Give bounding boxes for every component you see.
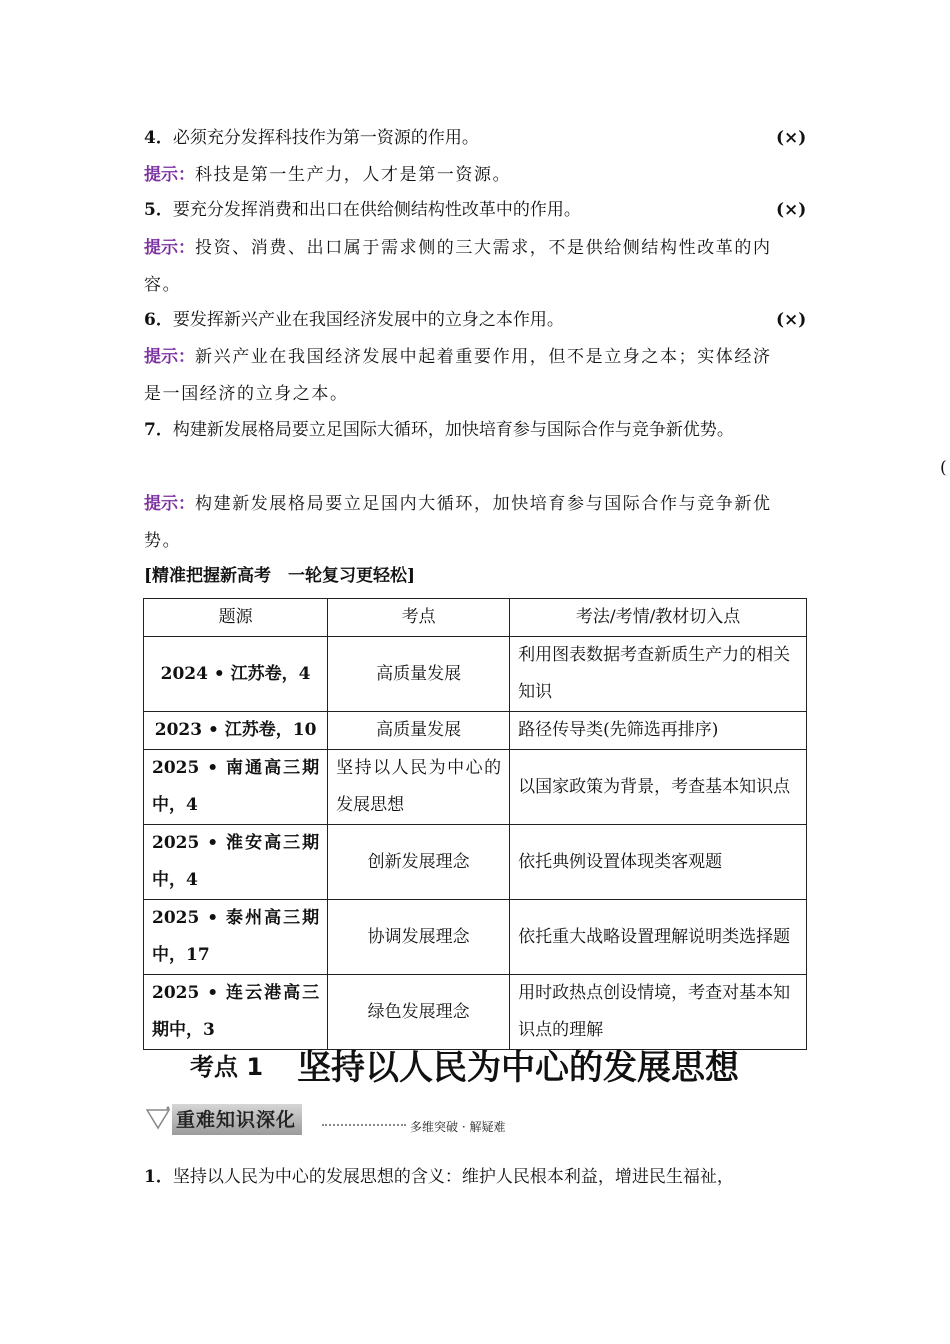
judgement-mark: (×)	[776, 310, 807, 330]
hint-text: 投资、消费、出口属于需求侧的三大需求，不是供给侧结构性改革的内	[195, 238, 772, 258]
statement-number: 6．	[144, 310, 173, 330]
table-row	[144, 900, 807, 975]
hint-5-continued: 容。	[144, 275, 182, 295]
cell-source: 2025 • 连云港高三期中，3	[144, 975, 328, 1050]
header-method: 考法/考情/教材切入点	[510, 599, 807, 637]
statement-number: 5．	[144, 200, 173, 220]
cell-source: 2023 • 江苏卷，10	[144, 712, 328, 750]
triangle-icon	[146, 1106, 172, 1130]
statement-number: 4．	[144, 128, 173, 148]
hint-label: 提示：	[144, 347, 195, 367]
statement-text: 要充分发挥消费和出口在供给侧结构性改革中的作用。	[172, 200, 581, 220]
cell-source: 2025 • 南通高三期中，4	[144, 750, 328, 825]
table-header-row	[144, 599, 807, 637]
cell-source: 2024 • 江苏卷，4	[144, 637, 328, 712]
cell-point: 创新发展理念	[328, 825, 510, 900]
header-point: 考点	[328, 599, 510, 637]
cell-method: 利用图表数据考查新质生产力的相关知识	[510, 637, 807, 712]
hint-6	[144, 347, 772, 367]
section-heading	[190, 1040, 739, 1089]
hint-7-continued: 势。	[144, 531, 182, 551]
hint-text: 新兴产业在我国经济发展中起着重要作用，但不是立身之本；实体经济	[195, 347, 772, 367]
table-row	[144, 825, 807, 900]
cell-method: 用时政热点创设情境，考查对基本知识点的理解	[510, 975, 807, 1050]
section-label: 考点 1	[190, 1053, 264, 1081]
hint-label: 提示：	[144, 165, 195, 185]
point-number: 1．	[144, 1167, 173, 1187]
section-bracket-title: [精准把握新高考 一轮复习更轻松]	[144, 566, 416, 586]
judgement-mark: (	[940, 458, 947, 478]
banner-divider	[322, 1124, 406, 1126]
cell-source: 2025 • 淮安高三期中，4	[144, 825, 328, 900]
exam-source-table	[143, 598, 807, 1050]
judgement-mark: (×)	[776, 200, 807, 220]
judgement-mark: (×)	[776, 128, 807, 148]
knowledge-banner	[144, 1098, 544, 1138]
cell-source: 2025 • 泰州高三期中，17	[144, 900, 328, 975]
hint-label: 提示：	[144, 494, 195, 514]
hint-7	[144, 494, 772, 514]
cell-method: 路径传导类(先筛选再排序)	[510, 712, 807, 750]
hint-text: 构建新发展格局要立足国内大循环，加快培育参与国际合作与竞争新优	[195, 494, 772, 514]
table-row	[144, 975, 807, 1050]
cell-method: 依托典例设置体现类客观题	[510, 825, 807, 900]
statement-6	[144, 310, 564, 330]
table-row	[144, 750, 807, 825]
statement-5	[144, 200, 581, 220]
hint-text: 科技是第一生产力，人才是第一资源。	[195, 165, 512, 185]
cell-point: 协调发展理念	[328, 900, 510, 975]
point-text: 坚持以人民为中心的发展思想的含义：维护人民根本利益，增进民生福祉，	[172, 1167, 734, 1187]
cell-point: 坚持以人民为中心的发展思想	[328, 750, 510, 825]
statement-7	[144, 420, 734, 440]
cell-point: 高质量发展	[328, 637, 510, 712]
statement-4	[144, 128, 479, 148]
banner-subtitle: 多维突破 · 解疑难	[410, 1120, 506, 1134]
table-row	[144, 637, 807, 712]
section-title: 坚持以人民为中心的发展思想	[297, 1048, 740, 1088]
cell-point: 绿色发展理念	[328, 975, 510, 1050]
banner-title: 重难知识深化	[172, 1104, 302, 1135]
hint-6-continued: 是一国经济的立身之本。	[144, 384, 349, 404]
statement-number: 7．	[144, 420, 173, 440]
table-row	[144, 712, 807, 750]
statement-text: 必须充分发挥科技作为第一资源的作用。	[172, 128, 479, 148]
statement-text: 构建新发展格局要立足国际大循环，加快培育参与国际合作与竞争新优势。	[172, 420, 734, 440]
hint-4	[144, 165, 511, 185]
cell-method: 以国家政策为背景，考查基本知识点	[510, 750, 807, 825]
cell-point: 高质量发展	[328, 712, 510, 750]
header-source: 题源	[144, 599, 328, 637]
cell-method: 依托重大战略设置理解说明类选择题	[510, 900, 807, 975]
hint-5	[144, 238, 772, 258]
content-point-1	[144, 1167, 734, 1187]
hint-label: 提示：	[144, 238, 195, 258]
statement-text: 要发挥新兴产业在我国经济发展中的立身之本作用。	[172, 310, 564, 330]
